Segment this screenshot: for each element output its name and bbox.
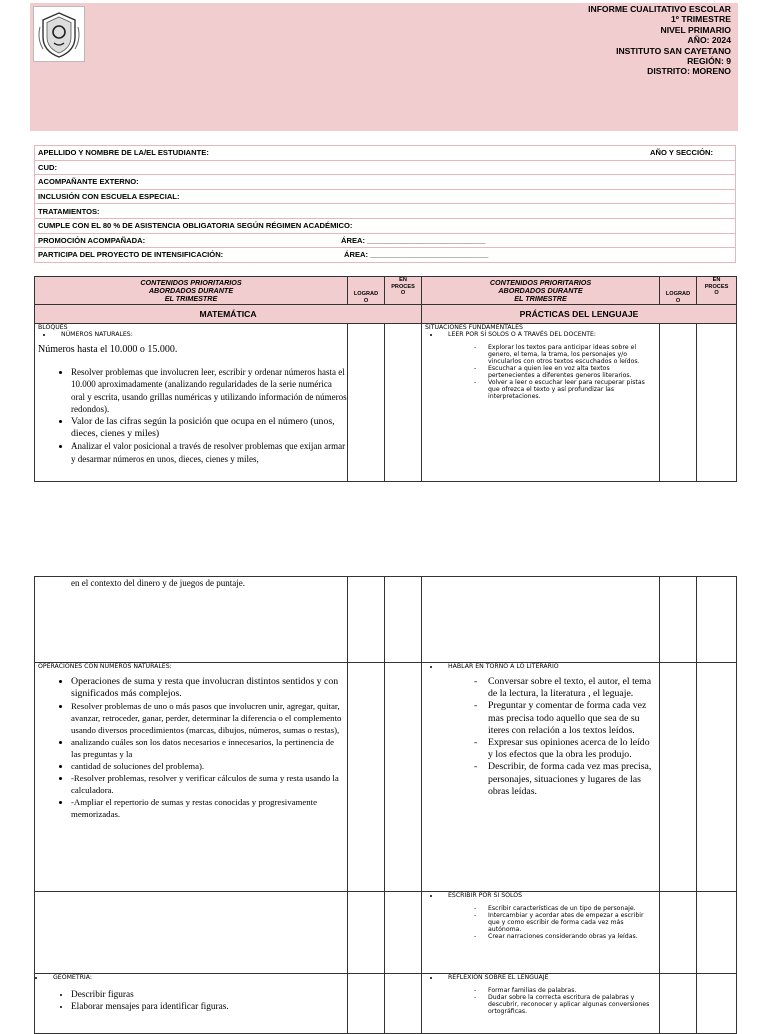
list-item: • REFLEXIÓN SOBRE EL LENGUAJE	[440, 974, 659, 981]
language-subject-header: PRÁCTICAS DEL LENGUAJE	[422, 305, 737, 324]
header-line: 1º TRIMESTRE	[671, 14, 731, 25]
header-line: DISTRITO: MORENO	[647, 66, 731, 77]
speaking-topic-list	[422, 663, 659, 670]
language-empty-cell	[422, 577, 660, 663]
language-speaking-cell	[422, 663, 660, 892]
math-continuation-cell	[35, 577, 348, 663]
math-geometry-cell	[35, 974, 348, 1034]
list-item: • Elaborar mensajes para identificar figuras.	[71, 1001, 347, 1013]
header-text: O	[363, 297, 369, 304]
en-proceso-cell[interactable]	[385, 577, 422, 663]
list-item: • HABLAR EN TORNO A LO LITERARIO	[440, 663, 659, 670]
school-crest-icon	[34, 7, 84, 61]
header-text: O	[400, 290, 406, 296]
list-item: • GEOMETRÍA:	[45, 974, 347, 981]
logrado-cell[interactable]	[348, 663, 385, 892]
contents-table-page2	[34, 576, 737, 1034]
list-item: • -Resolver problemas, resolver y verificar cálculos de suma y resta usando la calculadora.	[71, 772, 343, 796]
student-name-label: APELLIDO Y NOMBRE DE LA/EL ESTUDIANTE:	[38, 148, 209, 158]
promotion-label: PROMOCIÓN ACOMPAÑADA:	[38, 235, 146, 245]
student-name-field[interactable]	[35, 146, 736, 161]
logrado-header	[660, 277, 697, 305]
header-text: PROCES	[391, 283, 415, 290]
math-contents-cell	[35, 324, 348, 482]
list-item: - Dudar sobre la correcta escritura de palabras y descubrir, reconocer y aplicar algunas conversiones ortográficas.	[488, 994, 655, 1015]
logrado-cell[interactable]	[348, 892, 385, 974]
language-topic-list	[422, 331, 659, 338]
en-proceso-header	[697, 277, 737, 305]
list-item: - Volver a leer o escuchar leer para recuperar pistas que ofrezca el texto y así profundizar las interpretaciones.	[488, 379, 655, 400]
math-items-list	[35, 366, 347, 465]
list-item: - Intercambiar y acordar ates de empezar a escribir que y como escribir de forma cada vez más autónoma.	[488, 912, 655, 933]
list-item: - Crear narraciones considerando obras ya leídas.	[488, 933, 655, 940]
en-proceso-cell[interactable]	[385, 974, 422, 1034]
treatments-field[interactable]: TRATAMIENTOS:	[35, 204, 736, 219]
header-text: LOGRAD	[665, 291, 691, 297]
math-topic-list	[35, 331, 347, 338]
header-text: EN	[712, 277, 721, 283]
list-item: • ESCRIBIR POR SÍ SOLOS	[440, 892, 659, 899]
inclusion-field[interactable]: INCLUSIÓN CON ESCUELA ESPECIAL:	[35, 189, 736, 204]
list-item: • LEER POR SÍ SOLOS O A TRAVÉS DEL DOCENTE:	[440, 331, 659, 338]
project-label: PARTICIPA DEL PROYECTO DE INTENSIFICACIÓN:	[38, 250, 224, 260]
language-writing-cell	[422, 892, 660, 974]
geometry-topic-list	[35, 974, 347, 981]
list-item: • Resolver problemas de uno o más pasos que involucren unir, agregar, quitar, avanzar, retroceder, ganar, perder, determinar la diferencia o el complemento usando diversos procedimientos (marcas, dibujos, números, sumas o restas),	[71, 700, 343, 736]
student-info-table	[34, 145, 736, 263]
list-item: • Valor de las cifras según la posición que ocupa en el número (unos, dieces, cienes y miles)	[71, 416, 347, 441]
list-item: - Conversar sobre el texto, el autor, el tema de la lectura, la literatura , el leguaje.	[488, 676, 655, 700]
math-empty-cell	[35, 892, 348, 974]
logrado-cell[interactable]	[660, 892, 697, 974]
language-items-list	[422, 344, 659, 400]
header-text: O	[675, 297, 681, 304]
logrado-cell[interactable]	[660, 577, 697, 663]
area-label: ÁREA: ____________________________	[341, 235, 486, 245]
list-item: - Preguntar y comentar de forma cada vez mas precisa todo aquello que sea de su iteres con relación a los textos leídos.	[488, 700, 655, 737]
situaciones-label: SITUACIONES FUNDAMENTALES	[425, 324, 523, 331]
logrado-cell[interactable]	[348, 324, 385, 482]
speaking-items-list	[422, 676, 659, 798]
header-line: NIVEL PRIMARIO	[660, 24, 731, 35]
contents-table-page1	[34, 276, 737, 482]
math-subject-header: MATEMÁTICA	[35, 305, 422, 324]
logrado-header	[348, 277, 385, 305]
language-contents-cell	[422, 324, 660, 482]
logrado-cell[interactable]	[660, 663, 697, 892]
math-intro: Números hasta el 10.000 o 15.000.	[38, 344, 178, 355]
en-proceso-cell[interactable]	[385, 892, 422, 974]
header-line: AÑO: 2024	[687, 35, 731, 46]
geometry-items-list	[35, 989, 347, 1013]
en-proceso-cell[interactable]	[697, 577, 737, 663]
list-item: • Describir figuras	[71, 989, 347, 1001]
area-label: ÁREA: ____________________________	[344, 250, 489, 260]
en-proceso-cell[interactable]	[697, 663, 737, 892]
header-text: CONTENIDOS PRIORITARIOS	[489, 277, 592, 287]
logrado-cell[interactable]	[660, 324, 697, 482]
writing-topic-list	[422, 892, 659, 899]
en-proceso-cell[interactable]	[385, 663, 422, 892]
en-proceso-cell[interactable]	[697, 892, 737, 974]
writing-items-list	[422, 905, 659, 940]
list-item: • NÚMEROS NATURALES:	[53, 331, 347, 338]
project-field[interactable]	[35, 248, 736, 263]
header-line: REGIÓN: 9	[687, 56, 731, 67]
header-text: ABORDADOS DURANTE	[148, 285, 234, 295]
header-text: EL TRIMESTRE	[514, 293, 567, 303]
list-item: - Describir, de forma cada vez mas precisa, personajes, situaciones y lugares de las obras leídas.	[488, 761, 655, 798]
year-section-label: AÑO Y SECCIÓN:	[650, 148, 714, 158]
en-proceso-cell[interactable]	[697, 324, 737, 482]
header-text: CONTENIDOS PRIORITARIOS	[140, 277, 242, 287]
promotion-field[interactable]	[35, 233, 736, 248]
en-proceso-cell[interactable]	[385, 324, 422, 482]
header-text: EN	[399, 277, 407, 283]
logrado-cell[interactable]	[660, 974, 697, 1034]
math-continuation: en el contexto del dinero y de juegos de puntaje.	[71, 578, 245, 588]
list-item: - Escuchar a quien lee en voz alta textos pertenecientes a diferentes generos literarios.	[488, 365, 655, 379]
list-item: • cantidad de soluciones del problema).	[71, 760, 343, 772]
header-line: INFORME CUALITATIVO ESCOLAR	[588, 4, 731, 14]
en-proceso-header	[385, 277, 422, 305]
school-logo	[33, 6, 85, 62]
math-operations-cell	[35, 663, 348, 892]
reflection-topic-list	[422, 974, 659, 981]
list-item: - Expresar sus opiniones acerca de lo leído y los efectos que la obra les produjo.	[488, 737, 655, 761]
list-item: - Formar familias de palabras.	[488, 987, 655, 994]
list-item: - Explorar los textos para anticipar ideas sobre el genero, el tema, la trama, los personajes y/o vincularlos con otros textos escuchados o leídos.	[488, 344, 655, 365]
logrado-cell[interactable]	[348, 577, 385, 663]
list-item: • Resolver problemas que involucren leer, escribir y ordenar números hasta el 10.000 aproximadamente (analizando regularidades de la serie numérica oral y escrita, usando grillas numéricas y utilizando información de números redondos).	[71, 366, 347, 416]
attendance-field[interactable]: CUMPLE CON EL 80 % DE ASISTENCIA OBLIGATORIA SEGÚN RÉGIMEN ACADÉMICO:	[35, 218, 736, 233]
operations-title: OPERACIONES CON NÚMEROS NATURALES:	[38, 663, 172, 670]
list-item: • Operaciones de suma y resta que involucran distintos sentidos y con significados más complejos.	[71, 676, 343, 700]
header-text: O	[714, 290, 719, 296]
bloques-label: BLOQUES	[38, 324, 68, 331]
header-text: ABORDADOS DURANTE	[498, 285, 583, 295]
header-text: PROCES	[704, 283, 729, 290]
list-item: - Escribir características de un tipo de personaje.	[488, 905, 655, 912]
header-text: LOGRAD	[353, 291, 379, 297]
cud-field[interactable]: CUD:	[35, 160, 736, 175]
list-item: • analizando cuáles son los datos necesarios e innecesarios, la pertinencia de las preguntas y la	[71, 736, 343, 760]
list-item: • -Ampliar el repertorio de sumas y restas conocidas y progresivamente memorizadas.	[71, 796, 343, 820]
operations-list	[35, 676, 347, 820]
header-text: EL TRIMESTRE	[164, 293, 218, 303]
en-proceso-cell[interactable]	[697, 974, 737, 1034]
header-line: INSTITUTO SAN CAYETANO	[616, 45, 731, 56]
reflection-items-list	[422, 987, 659, 1015]
report-header	[588, 4, 731, 77]
companion-field[interactable]: ACOMPAÑANTE EXTERNO:	[35, 175, 736, 190]
contents-header	[35, 277, 348, 305]
language-reflection-cell	[422, 974, 660, 1034]
logrado-cell[interactable]	[348, 974, 385, 1034]
contents-header	[422, 277, 660, 305]
list-item: • Analizar el valor posicional a través de resolver problemas que exijan armar y desarmar números en unos, dieces, cienes y miles,	[71, 440, 347, 465]
